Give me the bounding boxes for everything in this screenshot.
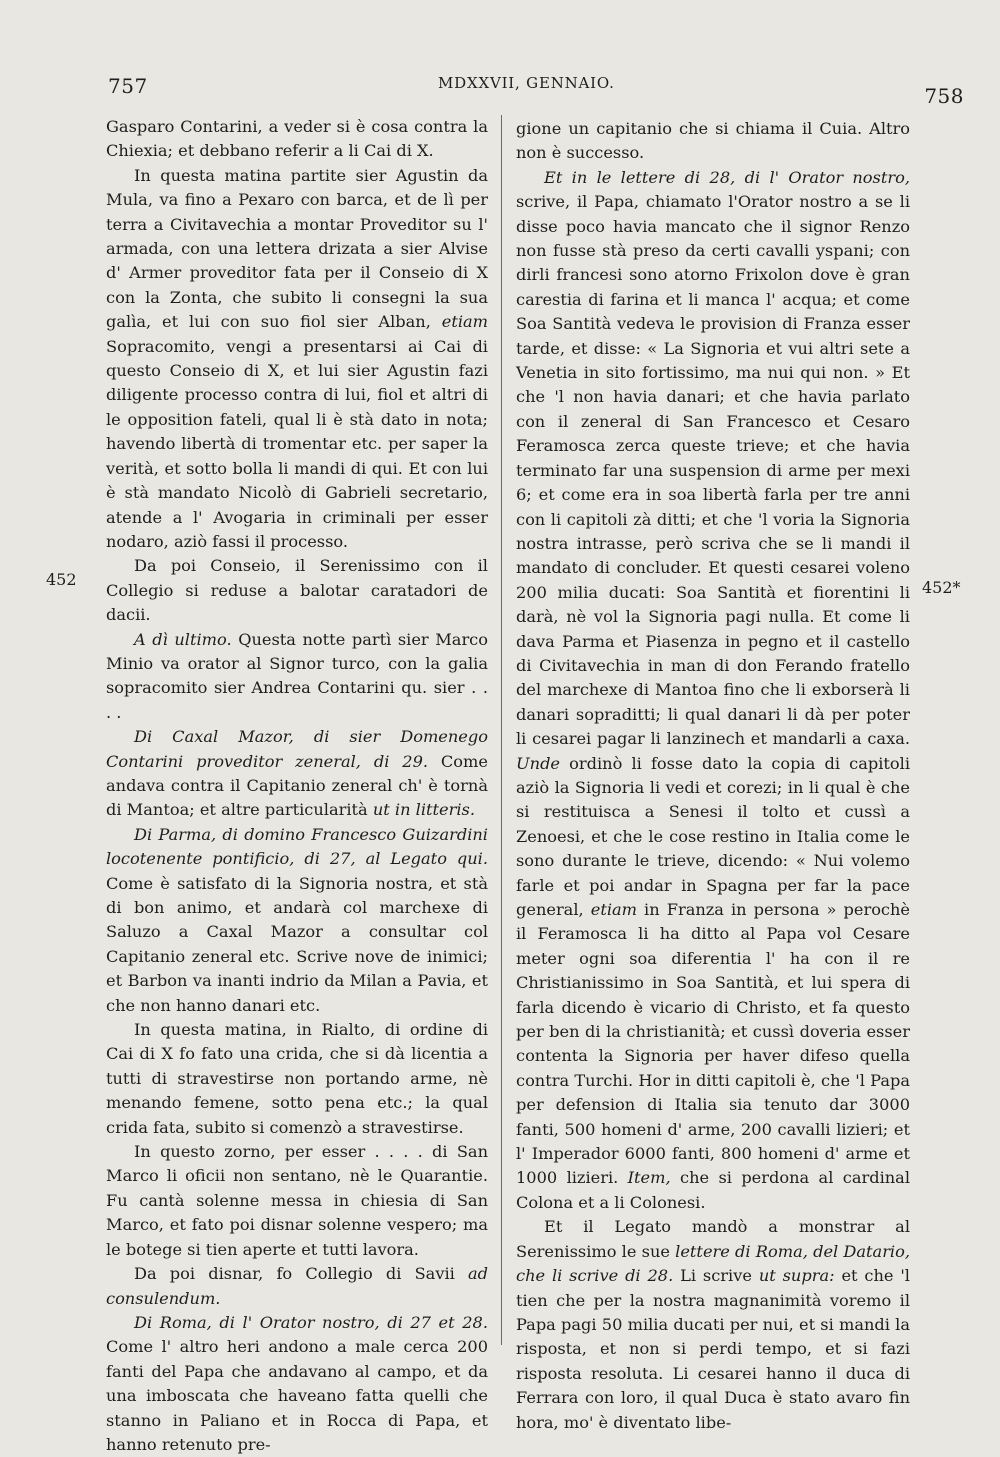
column-divider xyxy=(501,115,502,1345)
paragraph: Et il Legato mandò a monstrar al Serenissimo le sue lettere di Roma, del Datario, che li scrive di 28. Li scrive ut supra: et che 'l tien che per la nostra magnanimità voremo il Papa pagi 50 milia ducati per nui, et si mandi la risposta, et non si perdi tempo, et si fazi risposta resoluta. Li cesarei hanno il duca di Ferrara con loro, il qual Duca è stato avaro fin hora, mo' è diventato libe- xyxy=(516,1217,910,1432)
paragraph: In questa matina, in Rialto, di ordine di Cai di X fo fato una crida, che si dà licentia a tutti di stravestirse non portando arme, nè menando femene, sotto pena etc.; la qual crida fata, subito si comenzò a stravestirse. xyxy=(106,1020,488,1137)
paragraph: Et in le lettere di 28, di l' Orator nostro, scrive, il Papa, chiamato l'Orator nostro a se li disse poco havia mancato che il signor Renzo non fusse stà preso da certi cavalli yspani; con dirli francesi sono atorno Frixolon dove è gran carestia di farina et li manca l' acqua; et come Soa Santità vedeva le provision di Franza esser tarde, et disse: « La Signoria et vui altri sete a Venetia in sito fortissimo, ma nui qui non. » Et che 'l non havia danari; et che havia parlato con il zeneral di San Francesco et Cesaro Feramosca zerca queste trieve; et che havia terminato far una suspension di arme per mexi 6; et come era in soa libertà farla per tre anni con li capitoli zà ditti; et che 'l voria la Signoria nostra intrasse, però scriva che se li mandi il mandato di concluder. Et questi cesarei voleno 200 milia ducati: Soa Santità et fiorentini li darà, nè vol la Signoria pagi nulla. Et come li dava Parma et Piasenza in pegno et il castello di Civitavechia in man di don Ferando fratello del marchexe di Mantoa fino che li exborserà li danari sopraditti; li qual danari li dà per poter li cesarei pagar li lanzinech et mandarli a caxa. Unde ordinò li fosse dato la copia di capitoli aziò la Signoria li vedi et corezi; in li qual è che si restituisca a Senesi il tolto et cussì a Zenoesi, et che le cose restino in Italia come le sono durante le trieve, dicendo: « Nui volemo farle et poi andar in Spagna per far la pace general, etiam in Franza in persona » perochè il Feramosca li ha ditto al Papa vol Cesare meter ogni soa diferentia l' ha con il re Christianissimo in Soa Santità, et lui spera di farla dicendo è vicario di Christo, et fa questo per ben di la christianità; et cussì doveria esser contenta la Signoria per haver difeso quella contra Turchi. Hor in ditti capitoli è, che 'l Papa per defension di Italia sia tenuto dar 3000 fanti, 500 homeni d' arme, 200 cavalli lizieri; et l' Imperador 6000 fanti, 800 homeni d' arme et 1000 lizieri. Item, che si perdona al cardinal Colona et a li Colonesi. xyxy=(516,167,911,1212)
right-margin-number: 452* xyxy=(922,578,961,597)
paragraph: In questo zorno, per esser . . . . di San Marco li oficii non sentano, nè le Quarantie. Fu cantà solenne messa in chiesia di San Marco, et fato poi disnar solenne vespero; ma le botege si tien aperte et tutti lavora. xyxy=(106,1142,488,1259)
paragraph: Di Caxal Mazor, di sier Domenego Contarini proveditor zeneral, di 29. Come andava contra il Capitanio zeneral ch' è tornà di Mantoa; et altre particularità ut in litteris. xyxy=(106,727,488,820)
paragraph: Da poi disnar, fo Collegio di Savii ad consulendum. xyxy=(106,1264,488,1308)
paragraph: gione un capitanio che si chiama il Cuia. Altro non è successo. xyxy=(516,119,910,163)
paragraph: A dì ultimo. Questa notte partì sier Marco Minio va orator al Signor turco, con la galia sopracomito sier Andrea Contarini qu. sier . . . . xyxy=(106,629,488,722)
left-column xyxy=(106,115,488,1457)
running-title: MDXXVII, GENNAIO. xyxy=(438,74,615,92)
left-page-number: 757 xyxy=(108,74,148,98)
right-column xyxy=(516,117,910,1435)
paragraph: Da poi Conseio, il Serenissimo con il Collegio si reduse a balotar caratadori de dacii. xyxy=(106,556,488,625)
paragraph: Di Parma, di domino Francesco Guizardini locotenente pontificio, di 27, al Legato qui. Come è satisfato di la Signoria nostra, et stà di bon animo, et andarà col marchexe di Saluzo a Caxal Mazor a consultar col Capitanio zeneral etc. Scrive nove de inimici; et Barbon va inanti indrio da Milan a Pavia, et che non hanno danari etc. xyxy=(106,824,488,1015)
right-page-number: 758 xyxy=(924,84,964,108)
left-margin-number: 452 xyxy=(46,570,77,589)
paragraph: Gasparo Contarini, a veder si è cosa contra la Chiexia; et debbano referir a li Cai di X. xyxy=(106,117,488,161)
paragraph: In questa matina partite sier Agustin da Mula, va fino a Pexaro con barca, et de lì per terra a Civitavechia a montar Proveditor su l' armada, con una lettera drizata a sier Alvise d' Armer proveditor fata per il Conseio di X con la Zonta, che subito li consegni la sua galìa, et lui con suo fiol sier Alban, etiam Sopracomito, vengi a presentarsi ai Cai di questo Conseio di X, et lui sier Agustin fazi diligente processo contra di lui, fiol et altri di le opposition fateli, qual li è stà dato in nota; havendo libertà di tromentar etc. per saper la verità, et sotto bolla li mandi di qui. Et con lui è stà mandato Nicolò di Gabrieli secretario, atende a l' Avogaria in criminali per esser nodaro, aziò fassi il processo. xyxy=(106,165,488,551)
paragraph: Di Roma, di l' Orator nostro, di 27 et 28. Come l' altro heri andono a male cerca 200 fanti del Papa che andavano al campo, et da una imboscata che haveano fatta quelli che stanno in Paliano et in Rocca di Papa, et hanno retenuto pre- xyxy=(106,1312,488,1454)
